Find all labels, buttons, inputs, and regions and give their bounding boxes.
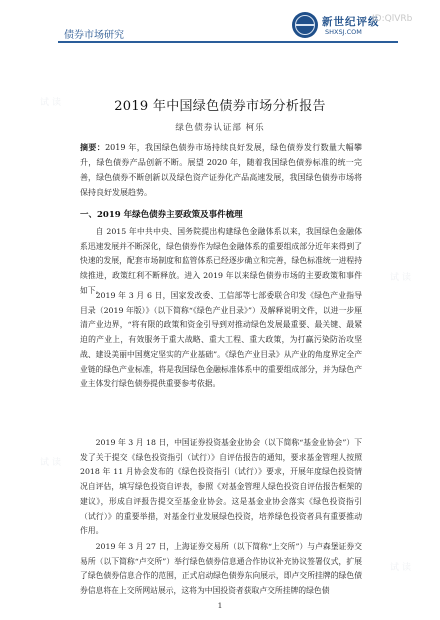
watermark-text: 试读 [390,563,415,573]
section-heading: 一、2019 年绿色债券主要政策及事件梳理 [80,210,243,220]
document-author: 绿色债券认证部 柯乐 [175,123,265,133]
body-paragraph: 2019 年 3 月 6 日，国家发改委、工信部等七部委联合印发《绿色产业指导目录（2019 年版）》（以下简称“《绿色产业目录》”）及解释说明文件，以进一步厘清产业边界，“将有限的政策和资金引导到对推动绿色发展最重要、最关键、最紧迫的产业上，有效服务于重大战略、重大工程、重大政策，为打赢污染防治攻坚战、建设美丽中国奠定坚实的产业基础”。《绿色产业目录》从产业的角度界定全产业链的绿色产业标准，将是我国绿色金融标准体系中的重要组成部分，并为绿色产业主体发行绿色债券提供重要参考依据。 [80,291,362,389]
body-paragraph: 2019 年 3 月 18 日，中国证券投资基金业协会（以下简称“基金业协会”）下发了关于提交《绿色投资指引（试行）》自评估报告的通知，要求基金管理人按照 2018 年 11 月协会发布的《绿色投资指引（试行）》要求，开展年度绿色投资情况自评估，填写绿色投资自评表，参照《对基金管理人绿色投资自评估报告框架的建议》，形成自评报告提交至基金业协会。这是基金业协会落实《绿色投资指引（试行）》的重要举措，对基金行业发展绿色投资，培养绿色投资者具有重要推动作用。 [80,438,362,536]
watermark-text: 试读 [390,273,415,283]
company-logo-icon [292,12,318,38]
company-logo-domain: SHXSJ.COM [325,28,362,36]
header-divider [58,41,398,43]
page-number: 1 [217,601,223,610]
abstract-label: 摘要： [80,142,106,152]
body-paragraph: 自 2015 年中共中央、国务院提出构建绿色金融体系以来，我国绿色金融体系迅速发展并不断深化，绿色债券作为绿色金融体系的重要组成部分近年来得到了快速的发展，配套市场制度和监管体系已经逐步确立和完善，绿色标准统一进程持续推进，政策红利不断释放。进入 2019 年以来绿色债券市场的主要政策和事件如下。 [80,227,362,295]
company-logo-name: 新世纪评级 [322,16,380,28]
watermark-text: 试读 [40,458,65,468]
page-header [0,0,440,48]
watermark-text: 试读 [40,98,65,108]
abstract-text: 2019 年，我国绿色债券市场持续良好发展，绿色债券发行数量大幅攀升，绿色债券产品创新不断。展望 2020 年，随着我国绿色债券标准的统一完善，绿色债券不断创新以及绿色资产证券化产品高速发展，我国绿色债券市场将保持良好发展趋势。 [80,143,362,197]
body-paragraph: 2019 年 3 月 27 日，上海证券交易所（以下简称“上交所”）与卢森堡证券交易所（以下简称“卢交所”）举行绿色债券信息通合作协议补充协议签署仪式，扩展了绿色债券信息合作的范围，正式启动绿色债券东向展示，即卢交所挂牌的绿色债券信息将在上交所网站展示，这将为中国投资者获取卢交所挂牌的绿色债 [80,542,362,596]
abstract [80,140,362,200]
document-title: 2019 年中国绿色债券市场分析报告 [114,99,326,114]
header-section-label: 债券市场研究 [64,30,124,41]
watermark-id: ID:QlVRb [372,14,413,24]
